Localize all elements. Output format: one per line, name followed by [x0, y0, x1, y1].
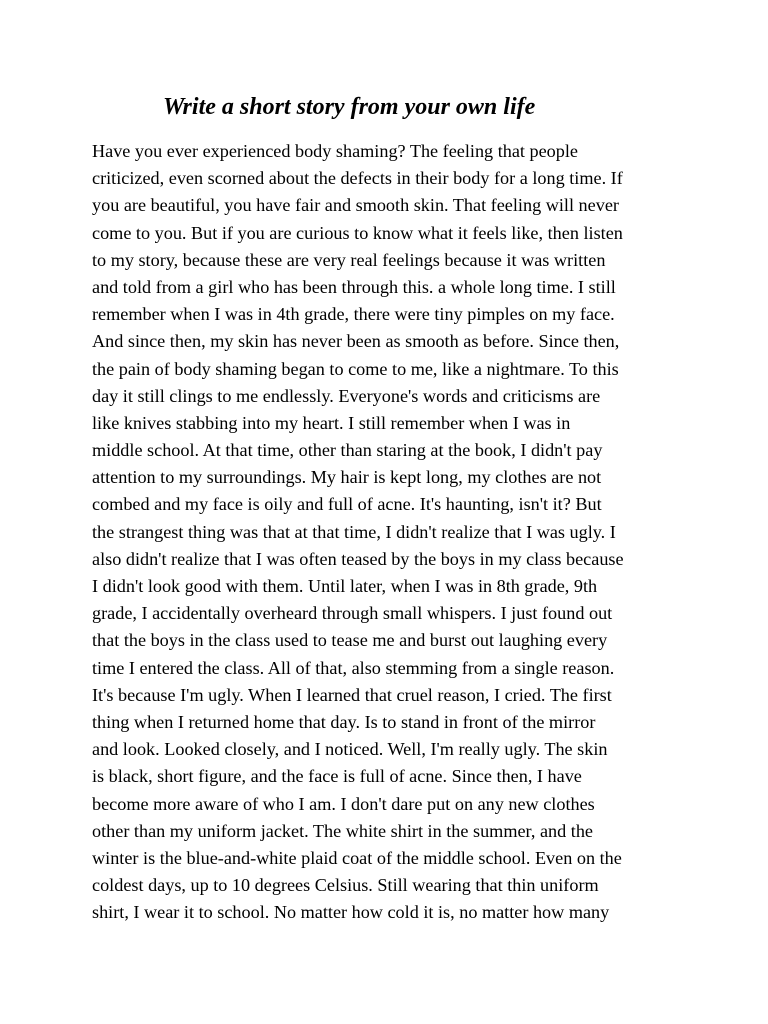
- story-line: day it still clings to me endlessly. Everyone's words and criticisms are: [92, 385, 601, 406]
- story-line: the strangest thing was that at that time, I didn't realize that I was ugly. I: [92, 521, 616, 542]
- story-line: come to you. But if you are curious to know what it feels like, then listen: [92, 222, 623, 243]
- story-line: to my story, because these are very real feelings because it was written: [92, 249, 606, 270]
- story-line: that the boys in the class used to tease me and burst out laughing every: [92, 630, 608, 651]
- document-title: Write a short story from your own life: [163, 94, 536, 120]
- story-line: combed and my face is oily and full of acne. It's haunting, isn't it? But: [92, 494, 602, 515]
- story-line: time I entered the class. All of that, also stemming from a single reason.: [92, 657, 615, 678]
- story-line: become more aware of who I am. I don't dare put on any new clothes: [92, 793, 595, 814]
- story-body: [92, 138, 692, 926]
- story-line: you are beautiful, you have fair and smooth skin. That feeling will never: [92, 195, 619, 216]
- story-line: thing when I returned home that day. Is to stand in front of the mirror: [92, 711, 596, 732]
- story-line: like knives stabbing into my heart. I still remember when I was in: [92, 412, 571, 433]
- story-line: It's because I'm ugly. When I learned that cruel reason, I cried. The first: [92, 684, 612, 705]
- story-line: and look. Looked closely, and I noticed. Well, I'm really ugly. The skin: [92, 739, 608, 760]
- story-line: I didn't look good with them. Until later, when I was in 8th grade, 9th: [92, 576, 598, 596]
- story-line: the pain of body shaming began to come to me, like a nightmare. To this: [92, 358, 619, 379]
- story-line: also didn't realize that I was often teased by the boys in my class because: [92, 548, 624, 569]
- story-line: Have you ever experienced body shaming? The feeling that people: [92, 141, 578, 161]
- story-line: attention to my surroundings. My hair is kept long, my clothes are not: [92, 467, 602, 488]
- story-line: And since then, my skin has never been as smooth as before. Since then,: [92, 331, 620, 352]
- story-line: coldest days, up to 10 degrees Celsius. Still wearing that thin uniform: [92, 875, 599, 896]
- story-line: and told from a girl who has been through this. a whole long time. I still: [92, 276, 616, 297]
- story-line: is black, short figure, and the face is full of acne. Since then, I have: [92, 766, 582, 787]
- story-line: other than my uniform jacket. The white shirt in the summer, and the: [92, 820, 593, 841]
- story-line: criticized, even scorned about the defects in their body for a long time. If: [92, 168, 623, 189]
- story-line: grade, I accidentally overheard through small whispers. I just found out: [92, 603, 613, 624]
- story-line: winter is the blue-and-white plaid coat of the middle school. Even on the: [92, 847, 622, 868]
- story-line: middle school. At that time, other than staring at the book, I didn't pay: [92, 440, 603, 461]
- story-line: shirt, I wear it to school. No matter how cold it is, no matter how many: [92, 902, 610, 923]
- story-line: remember when I was in 4th grade, there were tiny pimples on my face.: [92, 304, 615, 325]
